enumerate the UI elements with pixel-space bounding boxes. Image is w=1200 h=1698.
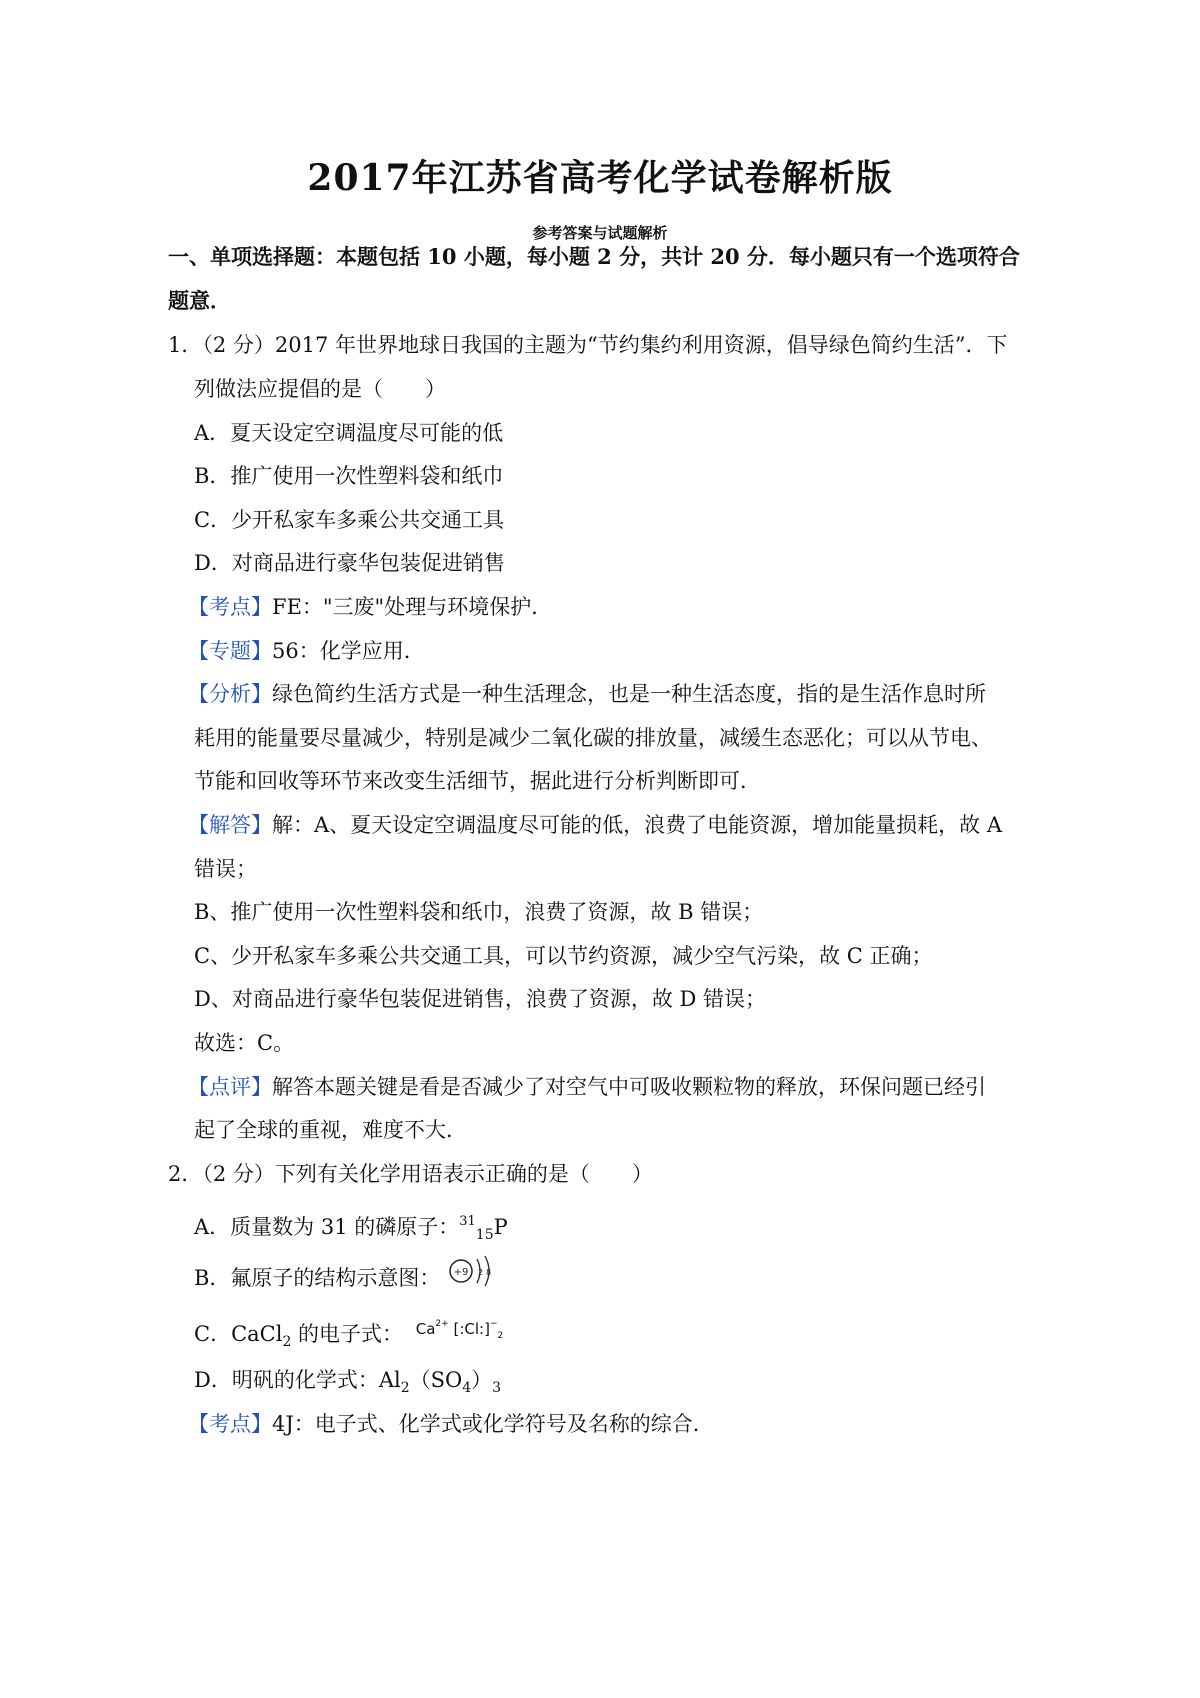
- q1-jieda: [188, 811, 1002, 839]
- atomic-number: 15: [475, 1227, 494, 1243]
- kaodian-tag: 【考点】: [188, 595, 272, 619]
- q1-jieda-line3: B、推广使用一次性塑料袋和纸巾，浪费了资源，故 B 错误；: [194, 900, 764, 924]
- section-heading-line2: 题意．: [168, 288, 231, 313]
- q2-kaodian-text: 4J：电子式、化学式或化学符号及名称的综合．: [272, 1412, 714, 1436]
- q1-jieda-line5: D、对商品进行豪华包装促进销售，浪费了资源，故 D 错误；: [194, 987, 767, 1011]
- q1-dianping-line2: 起了全球的重视，难度不大．: [194, 1118, 467, 1142]
- jieda-text-line1: 解：A、夏天设定空调温度尽可能的低，浪费了电能资源，增加能量损耗，故 A: [272, 813, 1003, 837]
- q1-jieda-line6: 故选：C。: [194, 1031, 295, 1055]
- kaodian-text: FE："三废"处理与环境保护．: [272, 595, 553, 619]
- shell2-electrons: 8: [486, 1267, 492, 1277]
- fenxi-text-line1: 绿色简约生活方式是一种生活理念，也是一种生活态度，指的是生活作息时所: [272, 682, 986, 706]
- q1-fenxi-line3: 节能和回收等环节来改变生活细节，据此进行分析判断即可．: [194, 769, 761, 793]
- q2-option-a-text: A．质量数为 31 的磷原子：: [194, 1215, 460, 1239]
- q2-option-c-tail: 的电子式：: [291, 1322, 404, 1346]
- q2-option-b-text: B．氟原子的结构示意图：: [194, 1266, 441, 1290]
- q1-stem-line1: 1．（2 分）2017 年世界地球日我国的主题为“节约集约利用资源，倡导绿色简约生活”．下: [168, 333, 1008, 357]
- zhuanti-tag: 【专题】: [188, 639, 272, 663]
- dianping-text-line1: 解答本题关键是看是否减少了对空气中可吸收颗粒物的释放，环保问题已经引: [272, 1075, 986, 1099]
- q1-fenxi-line2: 耗用的能量要尽量减少，特别是减少二氧化碳的排放量，减缓生态恶化；可以从节电、: [194, 726, 992, 750]
- q1-option-d: D．对商品进行豪华包装促进销售: [194, 551, 505, 575]
- q1-option-b: B．推广使用一次性塑料袋和纸巾: [194, 464, 504, 488]
- q2-kaodian: [188, 1410, 714, 1438]
- fluorine-atom-structure-diagram: [447, 1253, 497, 1293]
- document-subtitle: 参考答案与试题解析: [532, 224, 668, 242]
- q2-option-c: [194, 1320, 503, 1356]
- element-symbol: P: [493, 1215, 508, 1239]
- q2-kaodian-tag: 【考点】: [188, 1412, 272, 1436]
- q1-jieda-line4: C、少开私家车多乘公共交通工具，可以节约资源，减少空气污染，故 C 正确；: [194, 944, 933, 968]
- q1-option-c: C．少开私家车多乘公共交通工具: [194, 508, 505, 532]
- q2-option-b: [194, 1264, 497, 1293]
- q1-stem-line2: 列做法应提倡的是（ ）: [194, 377, 446, 401]
- cacl2-electron-formula: $Ca^{2+}$ $[:Cl:]^-_2$: [415, 1318, 504, 1341]
- mass-number: 31: [459, 1214, 476, 1229]
- document-title: 2017年江苏省高考化学试卷解析版: [307, 157, 893, 199]
- q2-option-d: D．明矾的化学式：$Al_2(SO_4)_3$: [194, 1368, 502, 1396]
- q2-option-d-text: D．明矾的化学式：Al: [194, 1368, 401, 1392]
- zhuanti-text: 56：化学应用．: [272, 639, 425, 663]
- dianping-tag: 【点评】: [188, 1075, 272, 1099]
- q1-fenxi: [188, 680, 986, 708]
- jieda-tag: 【解答】: [188, 813, 272, 837]
- q1-kaodian: [188, 593, 552, 621]
- fenxi-tag: 【分析】: [188, 682, 272, 706]
- shell1-electrons: 2: [478, 1267, 484, 1277]
- q1-zhuanti: [188, 637, 425, 665]
- q2-option-a: [194, 1208, 508, 1249]
- q1-jieda-line2: 错误；: [194, 857, 257, 881]
- cacl2-subscript: 2: [282, 1334, 292, 1350]
- q1-option-a: A．夏天设定空调温度尽可能的低: [194, 421, 504, 445]
- q2-stem: 2．（2 分）下列有关化学用语表示正确的是（ ）: [168, 1162, 653, 1186]
- nucleus-charge: +9: [453, 1266, 469, 1278]
- section-heading-line1: 一、单项选择题：本题包括 10 小题，每小题 2 分，共计 20 分．每小题只有一个选项符合: [168, 244, 1020, 269]
- q2-option-c-text: C．CaCl: [194, 1322, 283, 1346]
- q1-dianping: [188, 1073, 986, 1101]
